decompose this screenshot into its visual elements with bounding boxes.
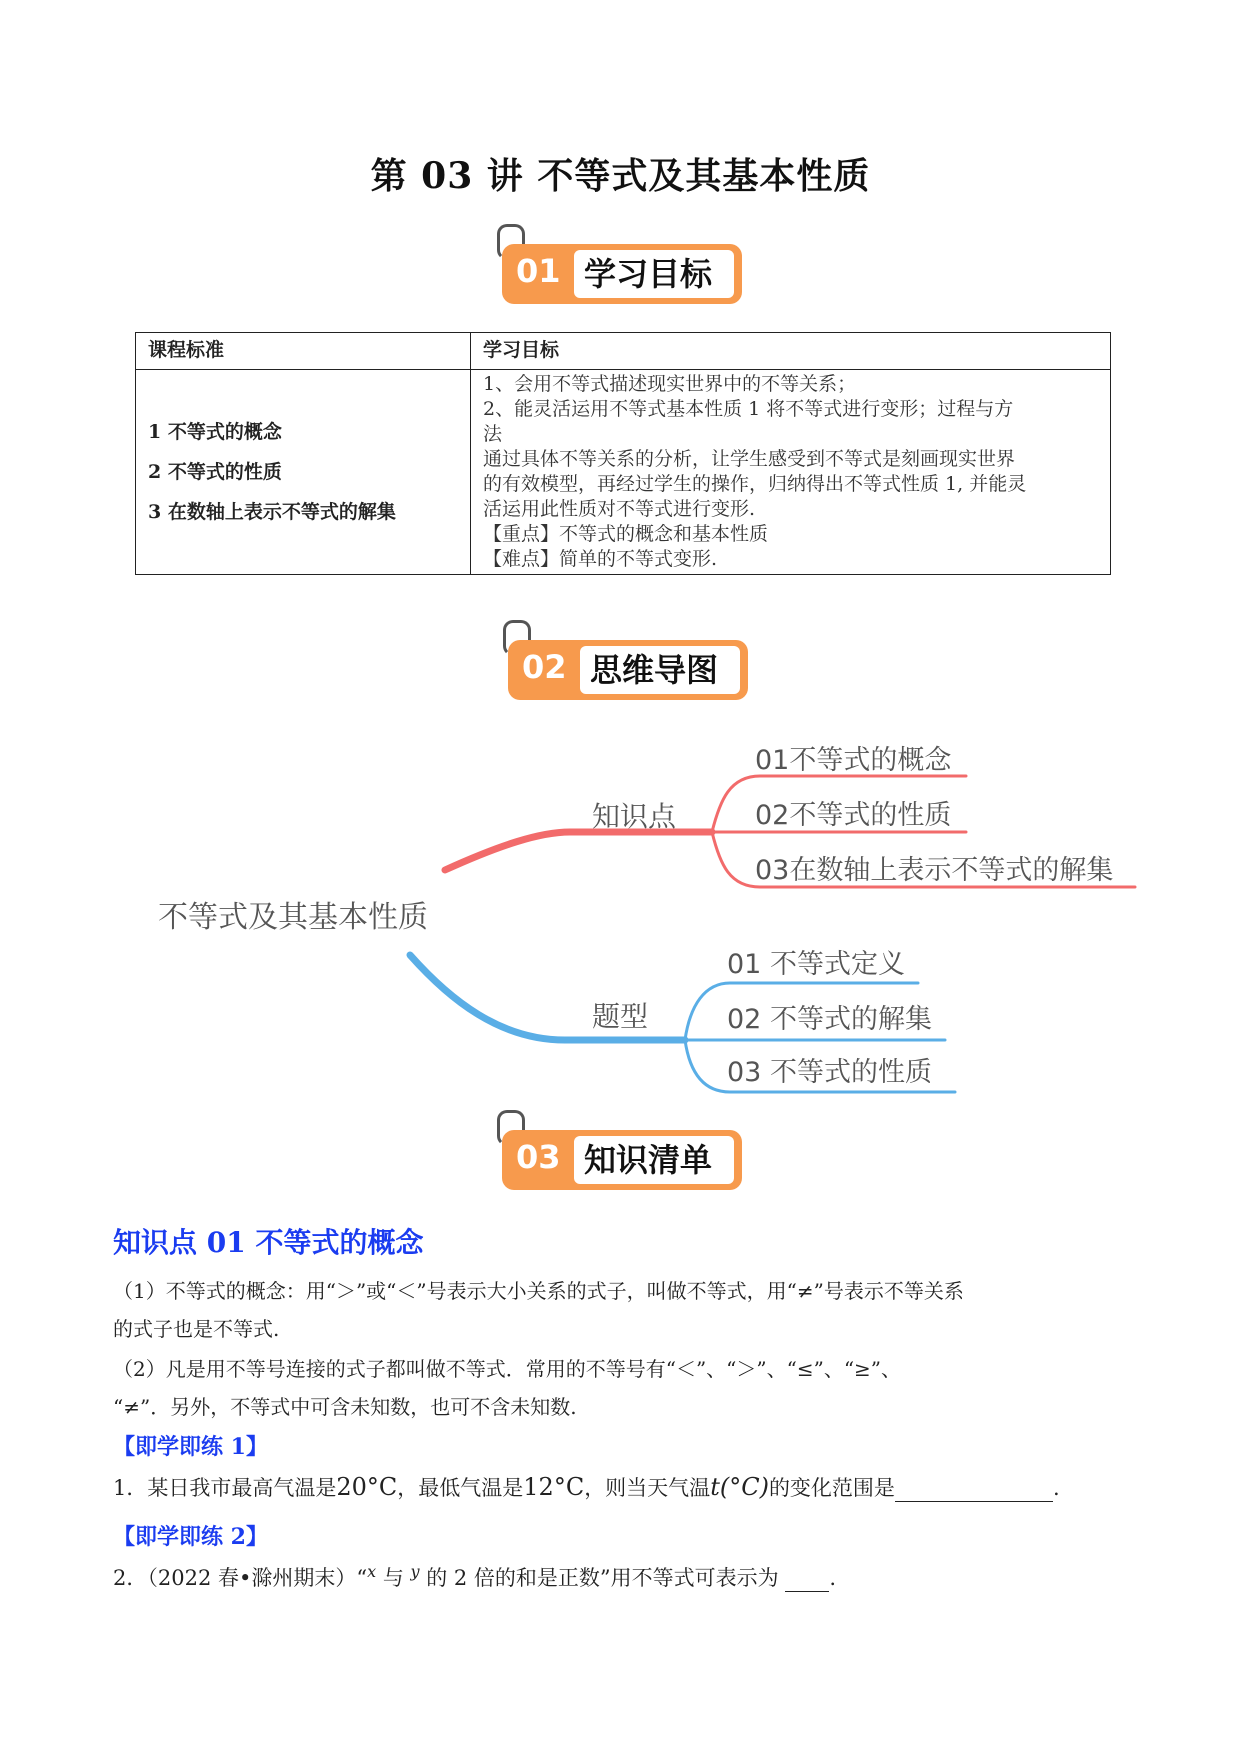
goal-line: 活运用此性质对不等式进行变形. [483, 498, 756, 520]
paragraph-line: （2）凡是用不等号连接的式子都叫做不等式．常用的不等号有“＜”、“＞”、“≤”、“≥”、 [113, 1357, 902, 1381]
curriculum-item: 1 不等式的概念 [148, 421, 282, 443]
answer-blank[interactable] [895, 1475, 1053, 1502]
goal-line: 的有效模型，再经过学生的操作，归纳得出不等式性质 1, 并能灵 [483, 473, 1027, 495]
mindmap-branch-label: 题型 [592, 1000, 649, 1033]
section-badge-mindmap [508, 622, 748, 702]
variable-y: y [410, 1562, 420, 1581]
mindmap-leaf: 02不等式的性质 [755, 800, 952, 831]
goals-cell [471, 370, 1111, 575]
goal-line: 【难点】简单的不等式变形. [483, 548, 718, 570]
section-badge-knowledge [502, 1112, 742, 1192]
section-number: 02 [522, 648, 567, 686]
curriculum-item: 2 不等式的性质 [148, 461, 282, 483]
goal-line: 法 [483, 423, 503, 445]
practice-heading-1: 【即学即练 1】 [113, 1434, 268, 1460]
knowledge-heading: 知识点 01 不等式的概念 [113, 1226, 424, 1259]
question-2: 2．（2022 春•滁州期末）“$^x$ 与 $^y$ 的 2 倍的和是正数”用不等式可表示为 . [113, 1562, 837, 1590]
curriculum-item: 3 在数轴上表示不等式的解集 [148, 501, 396, 523]
mindmap-root: 不等式及其基本性质 [158, 900, 428, 935]
mindmap-leaf: 03在数轴上表示不等式的解集 [755, 855, 1114, 886]
paragraph-line: 的式子也是不等式. [113, 1317, 280, 1341]
paragraph-line: “≠”．另外，不等式中可含未知数，也可不含未知数. [113, 1395, 577, 1419]
section-number: 01 [516, 252, 561, 290]
mindmap-branch-label: 知识点 [592, 800, 677, 833]
practice-heading-2: 【即学即练 2】 [113, 1524, 268, 1550]
header-goals: 学习目标 [471, 333, 1111, 370]
goals-table [135, 332, 1111, 575]
curriculum-cell [136, 370, 471, 575]
section-badge-goals [502, 226, 742, 306]
mindmap-leaf: 03 不等式的性质 [727, 1057, 932, 1088]
goal-line: 【重点】不等式的概念和基本性质 [483, 523, 769, 545]
section-label: 知识清单 [574, 1136, 734, 1184]
section-label: 学习目标 [574, 250, 734, 298]
mindmap-leaf: 02 不等式的解集 [727, 1004, 932, 1035]
section-label: 思维导图 [580, 646, 740, 694]
goal-line: 通过具体不等关系的分析，让学生感受到不等式是刻画现实世界 [483, 448, 1016, 470]
goal-line: 1、会用不等式描述现实世界中的不等关系； [483, 373, 857, 395]
paragraph-2 [113, 1350, 1123, 1426]
paragraph-1 [113, 1272, 1123, 1348]
mindmap-leaf: 01不等式的概念 [755, 745, 952, 776]
mindmap-leaf: 01 不等式定义 [727, 949, 905, 980]
question-1: 1．某日我市最高气温是20°C，最低气温是12°C，则当天气温t(°C)的变化范围是 . [113, 1473, 1060, 1501]
section-number: 03 [516, 1138, 561, 1176]
header-curriculum: 课程标准 [136, 333, 471, 370]
variable-t: t [710, 1473, 720, 1501]
temp-low: 12°C [523, 1473, 585, 1501]
variable-x: x [367, 1562, 377, 1581]
answer-blank[interactable] [785, 1567, 829, 1592]
page-title: 第 03 讲 不等式及其基本性质 [370, 155, 871, 197]
paragraph-line: （1）不等式的概念：用“＞”或“＜”号表示大小关系的式子，叫做不等式，用“≠”号表示不等关系 [113, 1279, 964, 1303]
goal-line: 2、能灵活运用不等式基本性质 1 将不等式进行变形；过程与方 [483, 398, 1014, 420]
temp-high: 20°C [336, 1473, 398, 1501]
mindmap-branch-knowledge [445, 832, 712, 870]
unit: (°C) [719, 1473, 769, 1501]
